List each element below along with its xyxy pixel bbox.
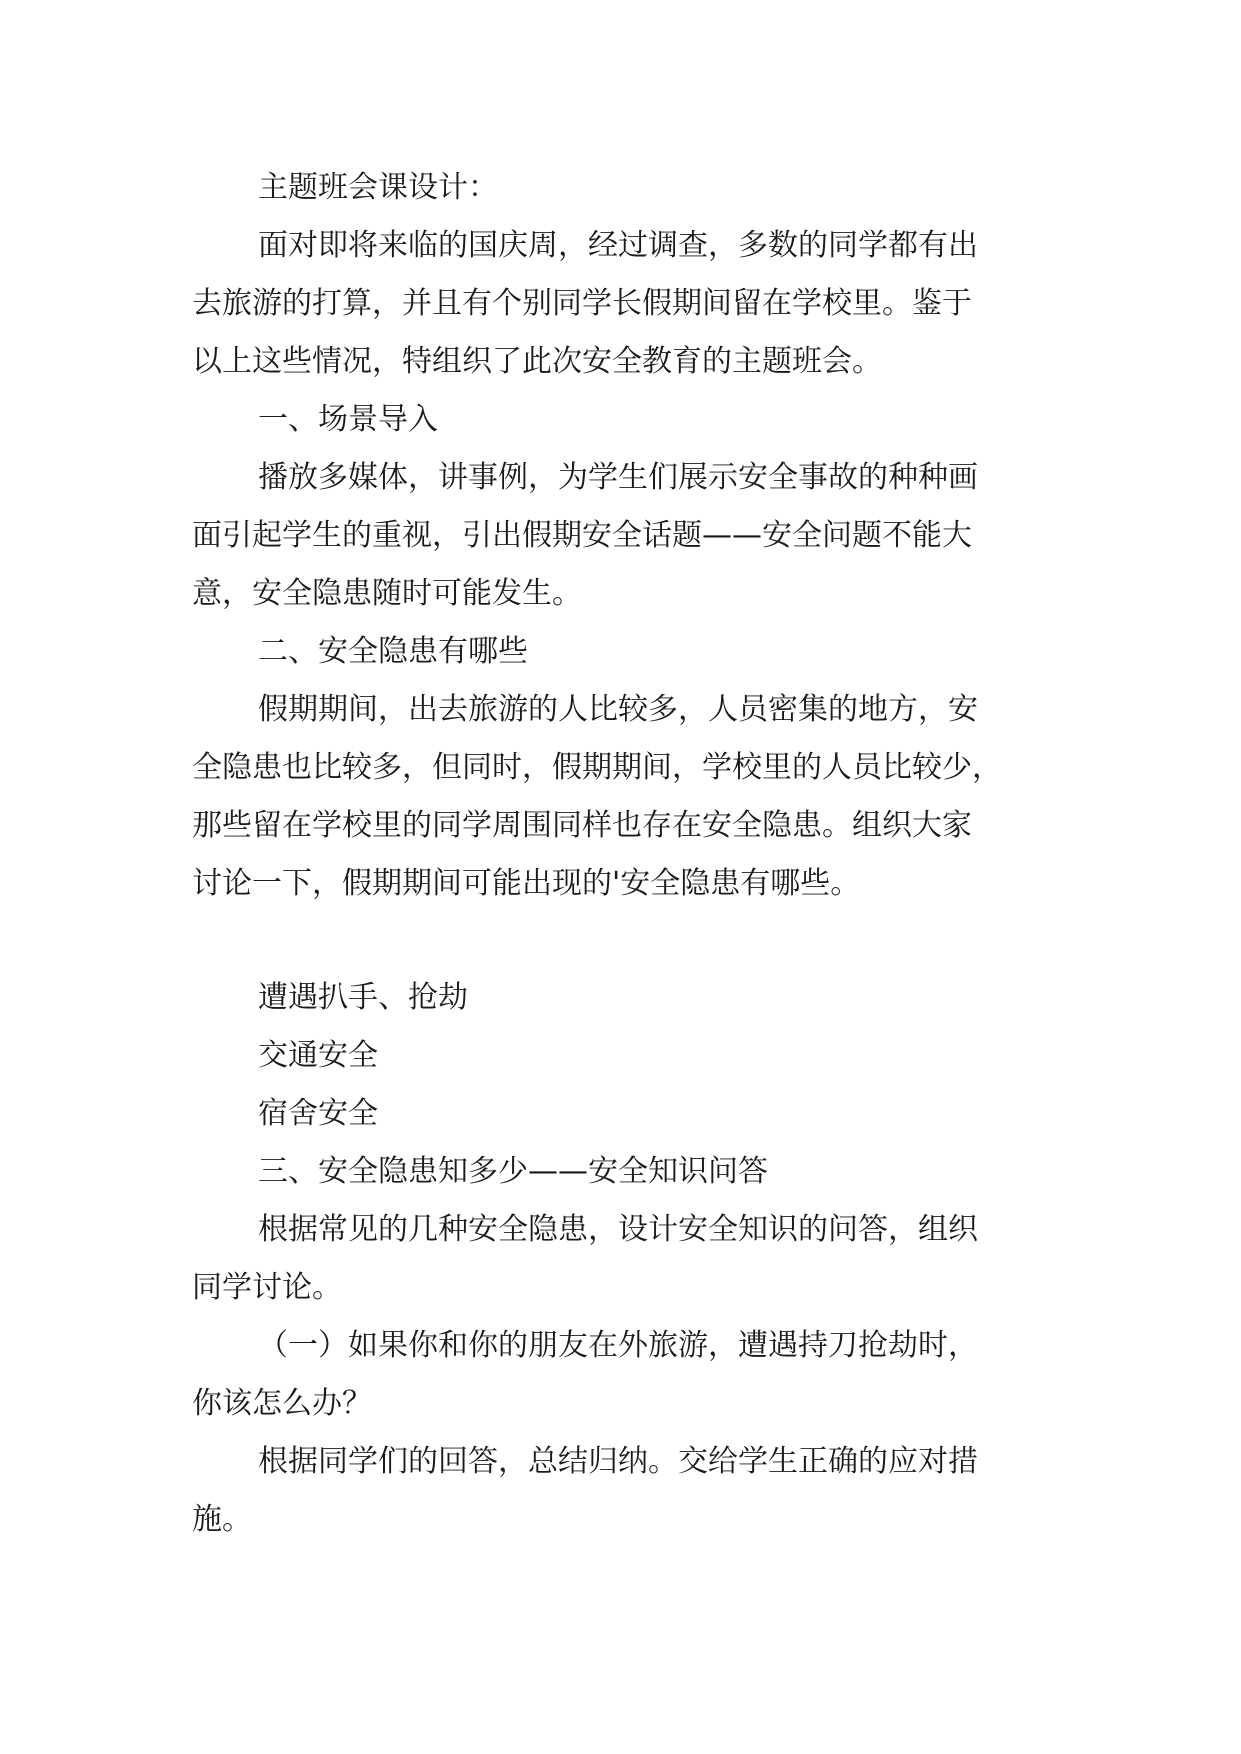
- paragraph-intro-line-1: 面对即将来临的国庆周，经过调查，多数的同学都有出: [258, 228, 978, 263]
- list-item-traffic: 交通安全: [258, 1038, 378, 1073]
- section-heading-1: 一、场景导入: [258, 402, 438, 437]
- paragraph-summary-line-1: 根据同学们的回答，总结归纳。交给学生正确的应对措: [258, 1444, 978, 1479]
- question-1-line-2: 你该怎么办？: [192, 1386, 372, 1421]
- paragraph-hazards-line-1: 假期期间，出去旅游的人比较多，人员密集的地方，安: [258, 692, 978, 727]
- section-heading-3: 三、安全隐患知多少——安全知识问答: [258, 1154, 768, 1189]
- paragraph-hazards-line-3: 那些留在学校里的同学周围同样也存在安全隐患。组织大家: [192, 808, 972, 843]
- list-item-dormitory: 宿舍安全: [258, 1096, 378, 1131]
- section-heading-2: 二、安全隐患有哪些: [258, 634, 528, 669]
- paragraph-hazards-line-4: 讨论一下，假期期间可能出现的'安全隐患有哪些。: [192, 866, 861, 901]
- paragraph-scene-line-2: 面引起学生的重视，引出假期安全话题——安全问题不能大: [192, 518, 972, 553]
- paragraph-quiz-line-2: 同学讨论。: [192, 1270, 342, 1305]
- list-item-pickpocket: 遭遇扒手、抢劫: [258, 980, 468, 1015]
- paragraph-intro-line-2: 去旅游的打算，并且有个别同学长假期间留在学校里。鉴于: [192, 286, 972, 321]
- paragraph-scene-line-3: 意，安全隐患随时可能发生。: [192, 576, 582, 611]
- paragraph-intro-line-3: 以上这些情况，特组织了此次安全教育的主题班会。: [192, 344, 882, 379]
- paragraph-hazards-line-2: 全隐患也比较多，但同时，假期期间，学校里的人员比较少，: [192, 750, 1002, 785]
- heading-class-design: 主题班会课设计：: [258, 170, 498, 205]
- paragraph-quiz-line-1: 根据常见的几种安全隐患，设计安全知识的问答，组织: [258, 1212, 978, 1247]
- paragraph-scene-line-1: 播放多媒体，讲事例，为学生们展示安全事故的种种画: [258, 460, 978, 495]
- paragraph-summary-line-2: 施。: [192, 1502, 252, 1537]
- question-1-line-1: （一）如果你和你的朋友在外旅游，遭遇持刀抢劫时，: [258, 1328, 978, 1363]
